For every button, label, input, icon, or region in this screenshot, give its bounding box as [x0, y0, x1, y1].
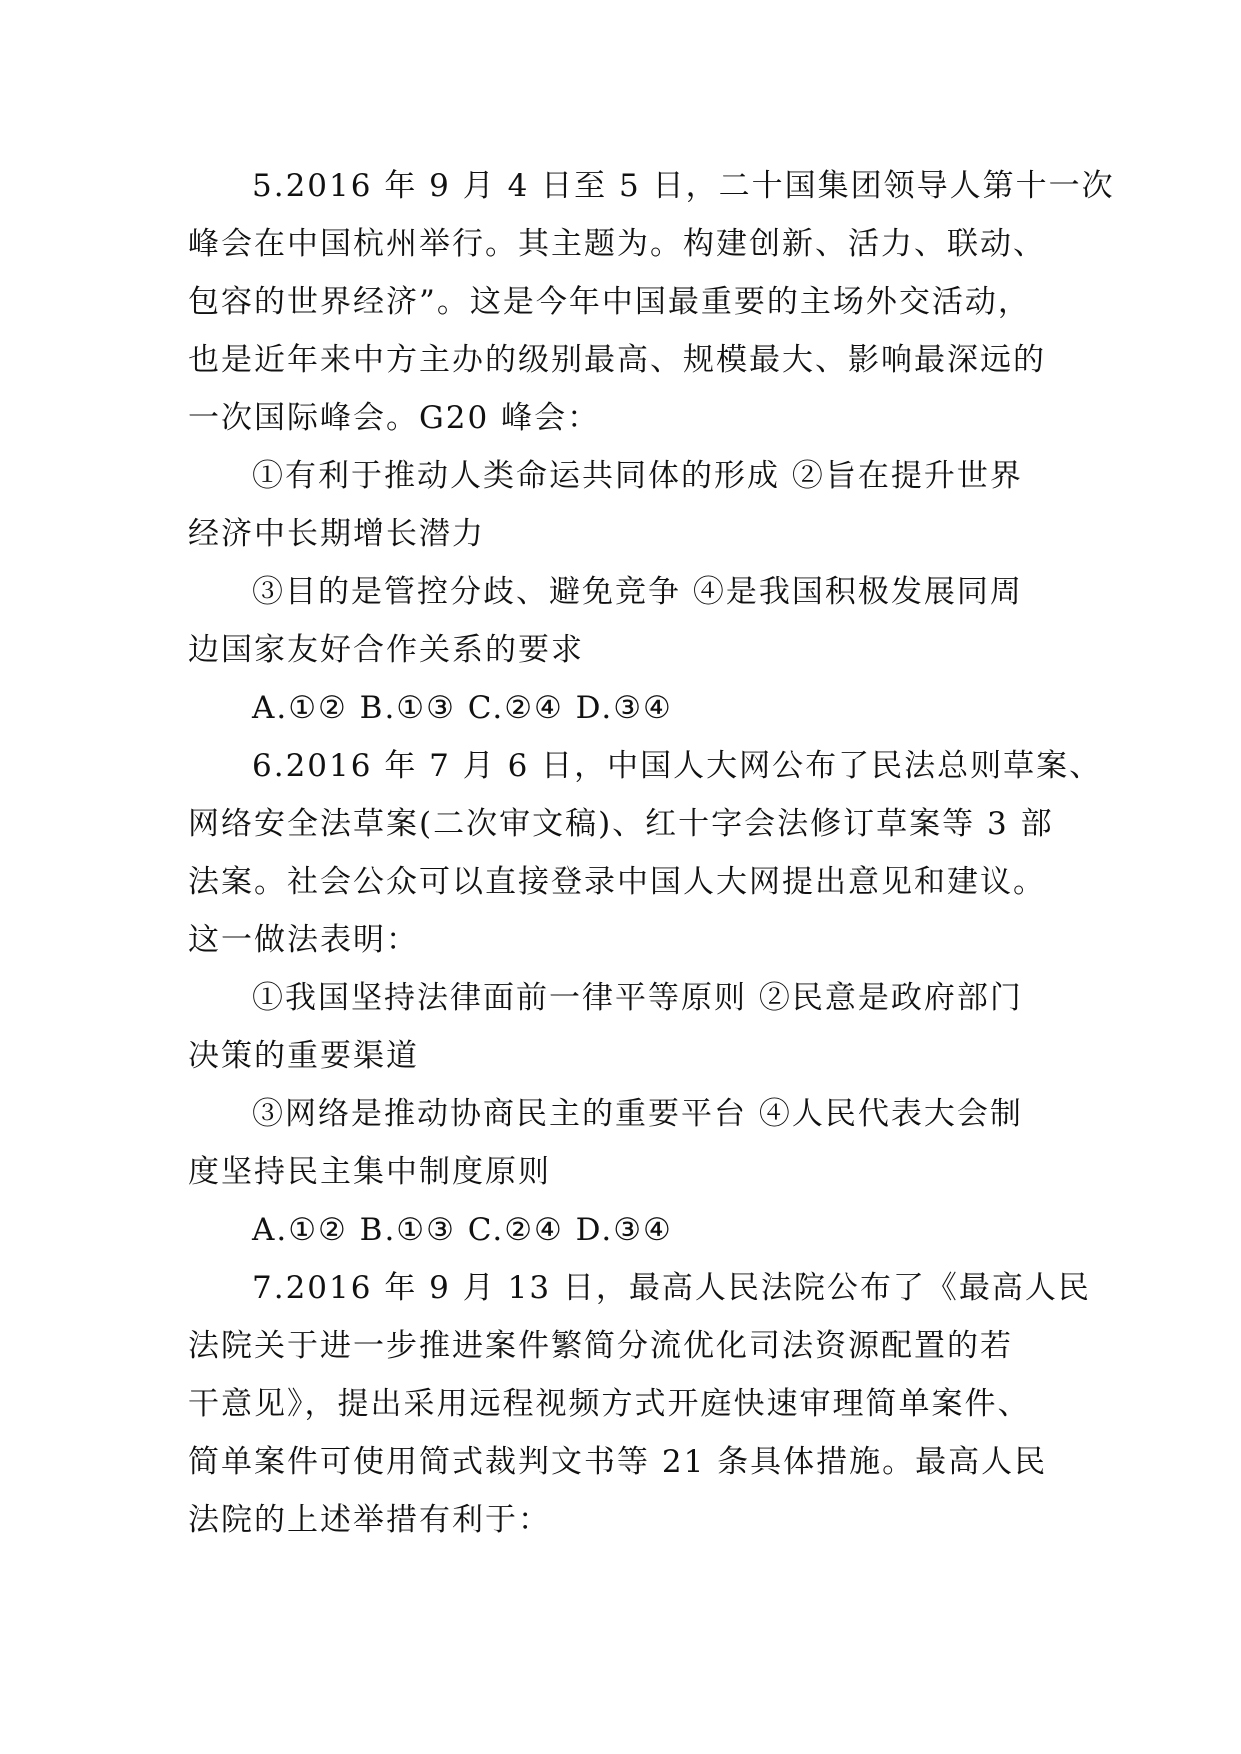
- question-6-statement: 度坚持民主集中制度原则: [188, 1154, 551, 1190]
- question-6-statement: ③网络是推动协商民主的重要平台 ④人民代表大会制: [252, 1096, 1023, 1132]
- question-7-text: 法院的上述举措有利于：: [188, 1502, 551, 1538]
- question-5-statement: ③目的是管控分歧、避免竞争 ④是我国积极发展同周: [252, 574, 1023, 610]
- question-7-text: 简单案件可使用简式裁判文书等 21 条具体措施。最高人民: [188, 1444, 1048, 1480]
- question-5-statement: 经济中长期增长潜力: [188, 516, 485, 552]
- question-5-options: A.①② B.①③ C.②④ D.③④: [252, 690, 673, 726]
- question-6-text: 法案。社会公众可以直接登录中国人大网提出意见和建议。: [188, 864, 1046, 900]
- document-body: [188, 157, 1115, 1549]
- question-5-statement: ①有利于推动人类命运共同体的形成 ②旨在提升世界: [252, 458, 1023, 494]
- question-6-statement: 决策的重要渠道: [188, 1038, 419, 1074]
- question-6-text: 网络安全法草案(二次审文稿)、红十字会法修订草案等 3 部: [188, 806, 1054, 842]
- question-5-text: 包容的世界经济”。这是今年中国最重要的主场外交活动，: [188, 284, 1031, 320]
- question-5-text: 5.2016 年 9 月 4 日至 5 日，二十国集团领导人第十一次: [252, 168, 1115, 204]
- question-6-statement: ①我国坚持法律面前一律平等原则 ②民意是政府部门: [252, 980, 1023, 1016]
- question-5-text: 峰会在中国杭州举行。其主题为。构建创新、活力、联动、: [188, 226, 1046, 262]
- question-5-text: 一次国际峰会。G20 峰会：: [188, 400, 601, 436]
- question-7-text: 法院关于进一步推进案件繁简分流优化司法资源配置的若: [188, 1328, 1013, 1364]
- question-5-statement: 边国家友好合作关系的要求: [188, 632, 584, 668]
- question-6-text: 这一做法表明：: [188, 922, 419, 958]
- question-7-text: 干意见》，提出采用远程视频方式开庭快速审理简单案件、: [188, 1386, 1031, 1422]
- question-6-options: A.①② B.①③ C.②④ D.③④: [252, 1212, 673, 1248]
- question-5-text: 也是近年来中方主办的级别最高、规模最大、影响最深远的: [188, 342, 1046, 378]
- question-7-text: 7.2016 年 9 月 13 日，最高人民法院公布了《最高人民: [252, 1270, 1091, 1306]
- question-6-text: 6.2016 年 7 月 6 日，中国人大网公布了民法总则草案、: [252, 748, 1103, 784]
